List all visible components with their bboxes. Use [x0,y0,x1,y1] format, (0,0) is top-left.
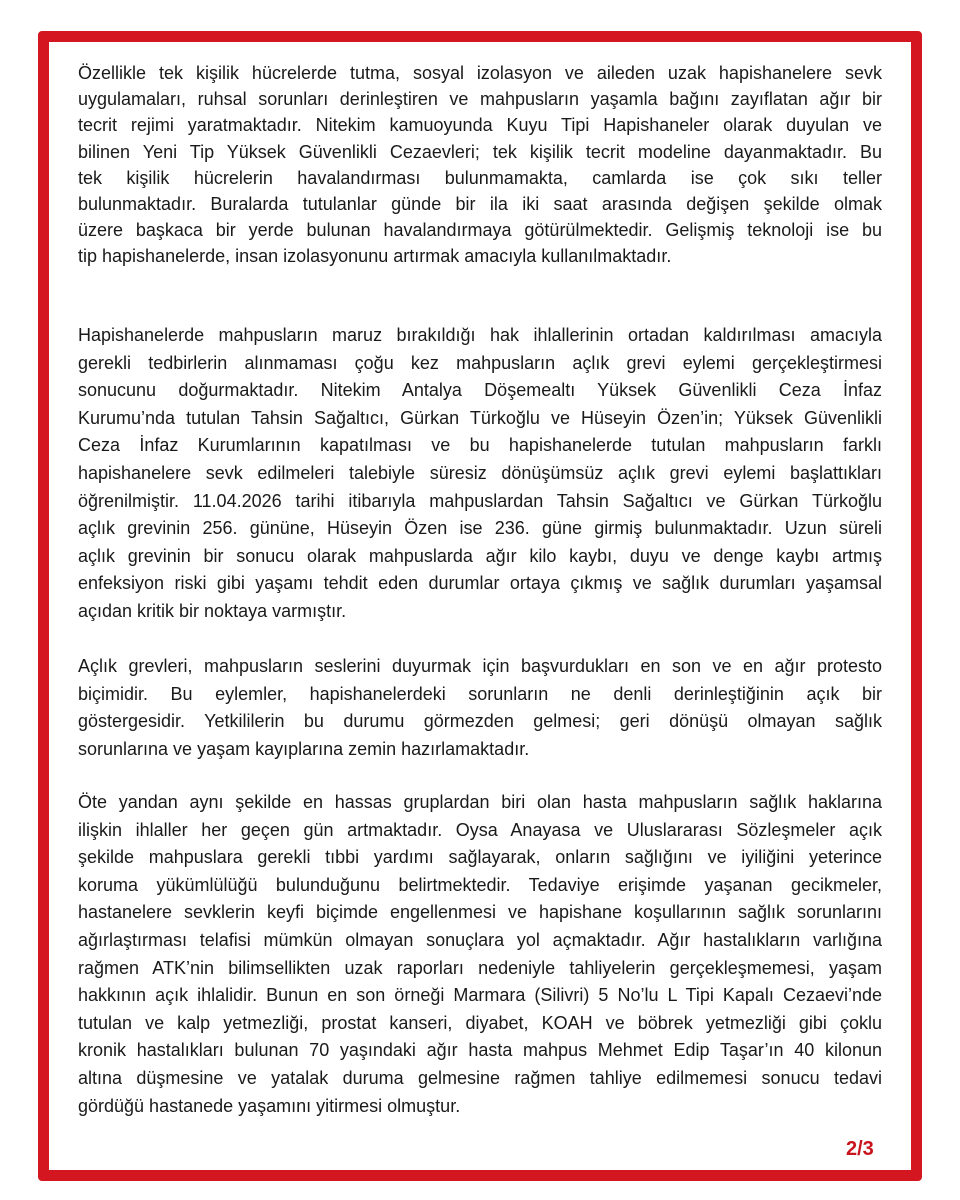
text-line: öğrenilmiştir. 11.04.2026 tarihi itibarıyla mahpuslardan Tahsin Sağaltıcı ve Gürkan Türkoğlu [78,490,882,511]
paragraph-isolation [78,60,882,270]
text-line: ağırlaştırması telafisi mümkün olmayan sonuçlara yol açmaktadır. Ağır hastalıkların varlığına [78,929,882,950]
text-line: Açlık grevleri, mahpusların seslerini duyurmak için başvurdukları en son ve en ağır protesto [78,656,882,676]
text-line: ilişkin ihlaller her geçen gün artmaktadır. Oysa Anayasa ve Uluslararası Sözleşmeler açık [78,819,882,840]
text-line: sonucunu doğurmaktadır. Nitekim Antalya Döşemealtı Yüksek Güvenlikli Ceza İnfaz [78,380,882,401]
text-line: açıdan kritik bir noktaya varmıştır. [78,600,347,621]
text-line: hakkının açık ihlalidir. Bunun en son örneği Marmara (Silivri) 5 No’lu L Tipi Kapalı Cezaevi’nde [78,985,882,1006]
paragraph-hunger-strike [78,322,882,626]
text-line: tecrit rejimi yaratmaktadır. Nitekim kamuoyunda Kuyu Tipi Hapishaneler olarak duyulan ve [78,115,882,136]
text-line: bulunmaktadır. Buralarda tutulanlar günde bir ila iki saat arasında değişen şekilde olmak [78,193,882,214]
text-line: tutulan ve kalp yetmezliği, prostat kanseri, diyabet, KOAH ve böbrek yetmezliği gibi çoklu [78,1012,882,1033]
text-line: hapishanelere sevk edilmeleri talebiyle süresiz dönüşümsüz açlık grevi eylemi başlattıkları [78,462,882,483]
text-line: Hapishanelerde mahpusların maruz bırakıldığı hak ihlallerinin ortadan kaldırılması amacıyla [78,325,882,345]
text-line: gerekli tedbirlerin alınmaması çoğu kez mahpusların açlık grevi eylemi gerçekleştirmesi [78,352,882,373]
text-line: sorunlarına ve yaşam kayıplarına zemin hazırlamaktadır. [78,738,530,759]
text-line: enfeksiyon riski gibi yaşamı tehdit eden durumlar ortaya çıkmış ve sağlık durumları yaşamsal [78,573,882,594]
text-line: göstergesidir. Yetkililerin bu durumu görmezden gelmesi; geri dönüşü olmayan sağlık [78,711,882,732]
text-line: tip hapishanelerde, insan izolasyonunu artırmak amacıyla kullanılmaktadır. [78,246,672,267]
text-line: açlık grevinin 256. gününe, Hüseyin Özen ise 236. güne girmiş bulunmaktadır. Uzun süreli [78,518,882,539]
text-line: Özellikle tek kişilik hücrelerde tutma, sosyal izolasyon ve aileden uzak hapishanelere sevk [78,63,882,83]
text-line: biçimidir. Bu eylemler, hapishanelerdeki sorunların ne denli derinleştiğinin açık bir [78,683,882,704]
text-line: altına düşmesine ve yatalak duruma gelmesine rağmen tahliye edilmemesi sonucu tedavi [78,1067,882,1088]
text-line: kronik hastalıkları bulunan 70 yaşındaki ağır hasta mahpus Mehmet Edip Taşar’ın 40 kilonun [78,1040,882,1061]
text-line: gördüğü hastanede yaşamını yitirmesi olmuştur. [78,1095,461,1116]
text-line: açlık grevinin bir sonucu olarak mahpuslarda ağır kilo kaybı, duyu ve denge kaybı artmış [78,545,882,566]
text-line: koruma yükümlülüğü bulunduğunu belirtmektedir. Tedaviye erişimde yaşanan gecikmeler, [78,874,882,895]
text-line: Ceza İnfaz Kurumlarının kapatılması ve bu hapishanelerde tutulan mahpusların farklı [78,435,882,456]
text-line: rağmen ATK’nin bilimsellikten uzak raporları nedeniyle tahliyelerin gerçekleşmemesi, yaşam [78,957,882,978]
text-line: üzere başkaca bir yerde bulunan havalandırmaya götürülmektedir. Gelişmiş teknoloji ise bu [78,220,882,241]
text-line: hastanelere sevklerin keyfi biçimde engellenmesi ve hapishane koşullarının sağlık sorunlarını [78,902,882,923]
text-line: bilinen Yeni Tip Yüksek Güvenlikli Cezaevleri; tek kişilik tecrit modeline dayanmaktadır. Bu [78,141,882,162]
text-line: Öte yandan aynı şekilde en hassas gruplardan biri olan hasta mahpusların sağlık haklarına [78,792,882,812]
text-line: Kurumu’nda tutulan Tahsin Sağaltıcı, Gürkan Türkoğlu ve Hüseyin Özen’in; Yüksek Güvenlikli [78,407,882,428]
text-line: uygulamaları, ruhsal sorunları derinleştiren ve mahpusların yaşamla bağını zayıflatan ağır bir [78,89,882,110]
page-number: 2/3 [846,1138,874,1160]
text-line: tek kişilik hücrelerin havalandırması bulunmamakta, camlarda ise çok sıkı teller [78,167,882,188]
paragraph-protest [78,653,882,763]
text-line: şekilde mahpuslara gerekli tıbbi yardımı sağlayarak, onların sağlığını ve iyiliğini yeterince [78,847,882,868]
paragraph-sick-prisoners [78,789,882,1120]
